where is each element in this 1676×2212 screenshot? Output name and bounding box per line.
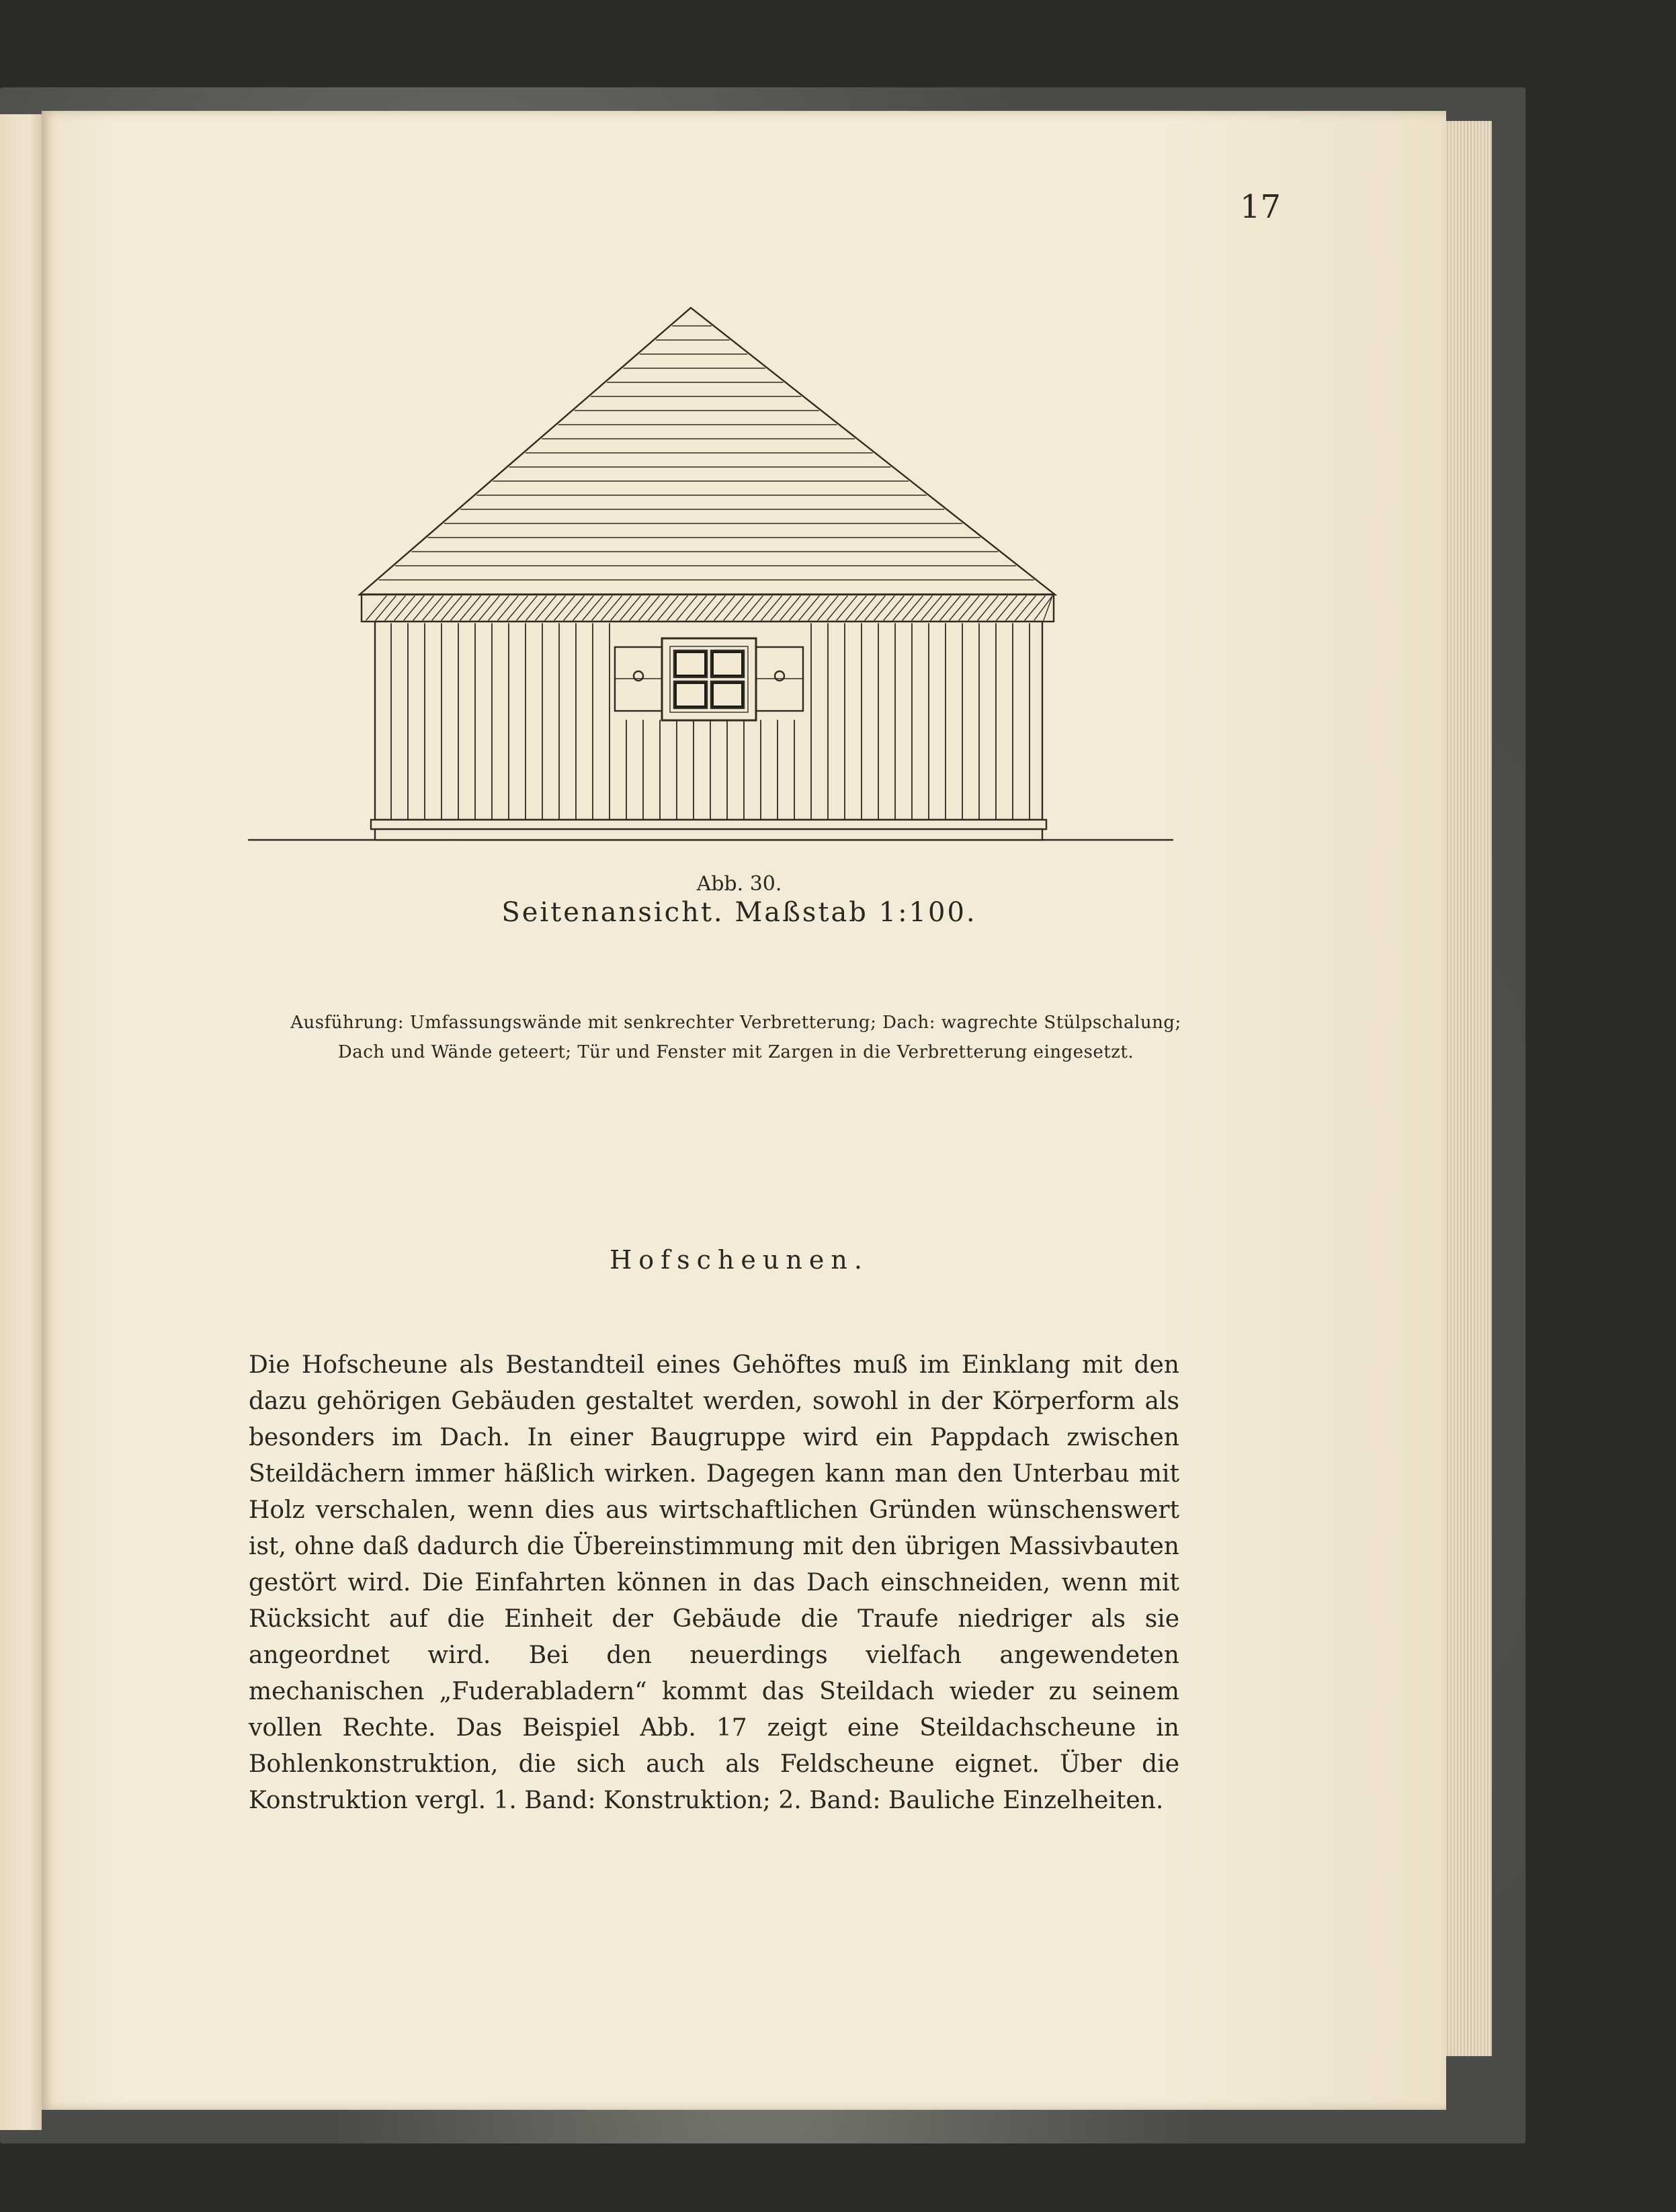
figure-description: Ausführung: Umfassungswände mit senkrechter Verbretterung; Dach: wagrechte Stülpschalung; Dach und Wände geteert; Tür und Fenster mit Zargen in die Verbretterung eingesetzt. [290, 1013, 1181, 1062]
page-stack-edges [1445, 121, 1492, 2056]
figure-caption: Seitenansicht. Maßstab 1:100. [501, 897, 977, 928]
previous-page-edge [0, 114, 42, 2130]
section-heading: Hofscheunen. [610, 1245, 869, 1275]
figure-number: Abb. 30. [696, 872, 782, 896]
barn-side-elevation-drawing [242, 296, 1183, 853]
page-number: 17 [1240, 188, 1282, 226]
body-paragraph: Die Hofscheune als Bestandteil eines Gehöftes muß im Einklang mit den dazu gehörigen Gebäuden gestaltet werden, sowohl in der Körperform als besonders im Dach. In einer Baugruppe wird ein Pappdach zwischen Steildächern immer häßlich wirken. Dagegen kann man den Unterbau mit Holz verschalen, wenn dies aus wirtschaftlichen Gründen wünschenswert ist, ohne daß dadurch die Übereinstimmung mit den übrigen Massivbauten gestört wird. Die Einfahrten können in das Dach einschneiden, wenn mit Rücksicht auf die Einheit der Gebäude die Traufe niedriger als sie angeordnet wird. Bei den neuerdings vielfach angewendeten mechanischen „Fuderabladern“ kommt das Steildach wieder zu seinem vollen Rechte. Das Beispiel Abb. 17 zeigt eine Steildachscheune in Bohlenkonstruktion, die sich auch als Feldscheune eignet. Über die Konstruktion vergl. 1. Band: Konstruktion; 2. Band: Bauliche Einzelheiten. [249, 1351, 1179, 1814]
